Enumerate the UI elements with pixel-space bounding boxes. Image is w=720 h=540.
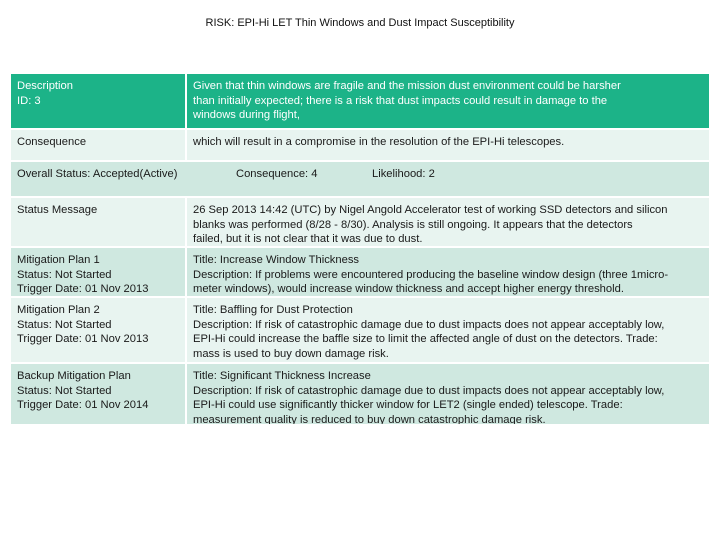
description-label-line: Description xyxy=(17,80,73,92)
consequence-label: Consequence xyxy=(11,130,187,160)
mitigation-plan-2-row xyxy=(11,296,709,362)
status-message-line: failed, but it is not clear that it was due to dust. xyxy=(193,233,423,246)
overall-status: Overall Status: Accepted(Active) xyxy=(17,168,178,180)
plan-name: Mitigation Plan 1 xyxy=(17,254,100,266)
plan-description-line: measurement quality is reduced to buy down catastrophic damage risk. xyxy=(193,413,546,424)
consequence-text: which will result in a compromise in the resolution of the EPI-Hi telescopes. xyxy=(187,130,709,160)
description-text-line: windows during flight, xyxy=(193,109,300,122)
status-message-text xyxy=(187,198,709,246)
page-title: RISK: EPI-Hi LET Thin Windows and Dust Impact Susceptibility xyxy=(205,17,515,29)
consequence-row xyxy=(11,128,709,160)
description-label xyxy=(11,74,187,128)
plan-title: Title: Baffling for Dust Protection xyxy=(193,304,353,316)
backup-mitigation-plan-text xyxy=(187,364,709,424)
status-message-label: Status Message xyxy=(11,198,187,246)
status-message-row xyxy=(11,196,709,246)
likelihood-score: Likelihood: 2 xyxy=(372,168,435,180)
description-text xyxy=(187,74,709,128)
plan-description-line: EPI-Hi could increase the baffle size to limit the affected angle of dust on the detectors. Trade: xyxy=(193,333,658,346)
mitigation-plan-1-row xyxy=(11,246,709,296)
plan-status: Status: Not Started xyxy=(17,268,112,281)
plan-title: Title: Significant Thickness Increase xyxy=(193,370,371,382)
backup-mitigation-plan-label xyxy=(11,364,187,424)
plan-status: Status: Not Started xyxy=(17,384,112,397)
overall-status-row xyxy=(11,160,709,196)
plan-title: Title: Increase Window Thickness xyxy=(193,254,360,266)
plan-description-line: meter windows), would increase window thickness and accept higher energy threshold. xyxy=(193,283,624,296)
description-row xyxy=(11,74,709,128)
description-text-line: than initially expected; there is a risk that dust impacts could result in damage to the xyxy=(193,94,608,107)
plan-trigger-date: Trigger Date: 01 Nov 2013 xyxy=(17,283,149,296)
mitigation-plan-1-label xyxy=(11,248,187,296)
plan-description-line: Description: If risk of catastrophic damage due to dust impacts does not appear acceptably low, xyxy=(193,384,665,397)
plan-description-line: Description: If problems were encountered producing the baseline window design (three 1micro- xyxy=(193,268,669,281)
description-id: ID: 3 xyxy=(17,94,41,107)
plan-description-line: Description: If risk of catastrophic damage due to dust impacts does not appear acceptably low, xyxy=(193,318,665,331)
description-text-line: Given that thin windows are fragile and the mission dust environment could be harsher xyxy=(193,80,621,92)
mitigation-plan-2-label xyxy=(11,298,187,362)
mitigation-plan-2-text xyxy=(187,298,709,362)
plan-trigger-date: Trigger Date: 01 Nov 2014 xyxy=(17,399,149,412)
risk-table xyxy=(11,74,709,424)
plan-status: Status: Not Started xyxy=(17,318,112,331)
plan-name: Backup Mitigation Plan xyxy=(17,370,131,382)
status-message-line: 26 Sep 2013 14:42 (UTC) by Nigel Angold Accelerator test of working SSD detectors and silicon xyxy=(193,204,668,216)
consequence-score: Consequence: 4 xyxy=(236,168,318,180)
mitigation-plan-1-text xyxy=(187,248,709,296)
status-message-line: blanks was performed (8/28 - 8/30). Analysis is still ongoing. It appears that the detectors xyxy=(193,218,633,231)
backup-mitigation-plan-row xyxy=(11,362,709,424)
plan-description-line: EPI-Hi could use significantly thicker window for LET2 (single ended) telescope. Trade: xyxy=(193,399,623,412)
plan-name: Mitigation Plan 2 xyxy=(17,304,100,316)
plan-trigger-date: Trigger Date: 01 Nov 2013 xyxy=(17,333,149,346)
plan-description-line: mass is used to buy down damage risk. xyxy=(193,347,389,360)
